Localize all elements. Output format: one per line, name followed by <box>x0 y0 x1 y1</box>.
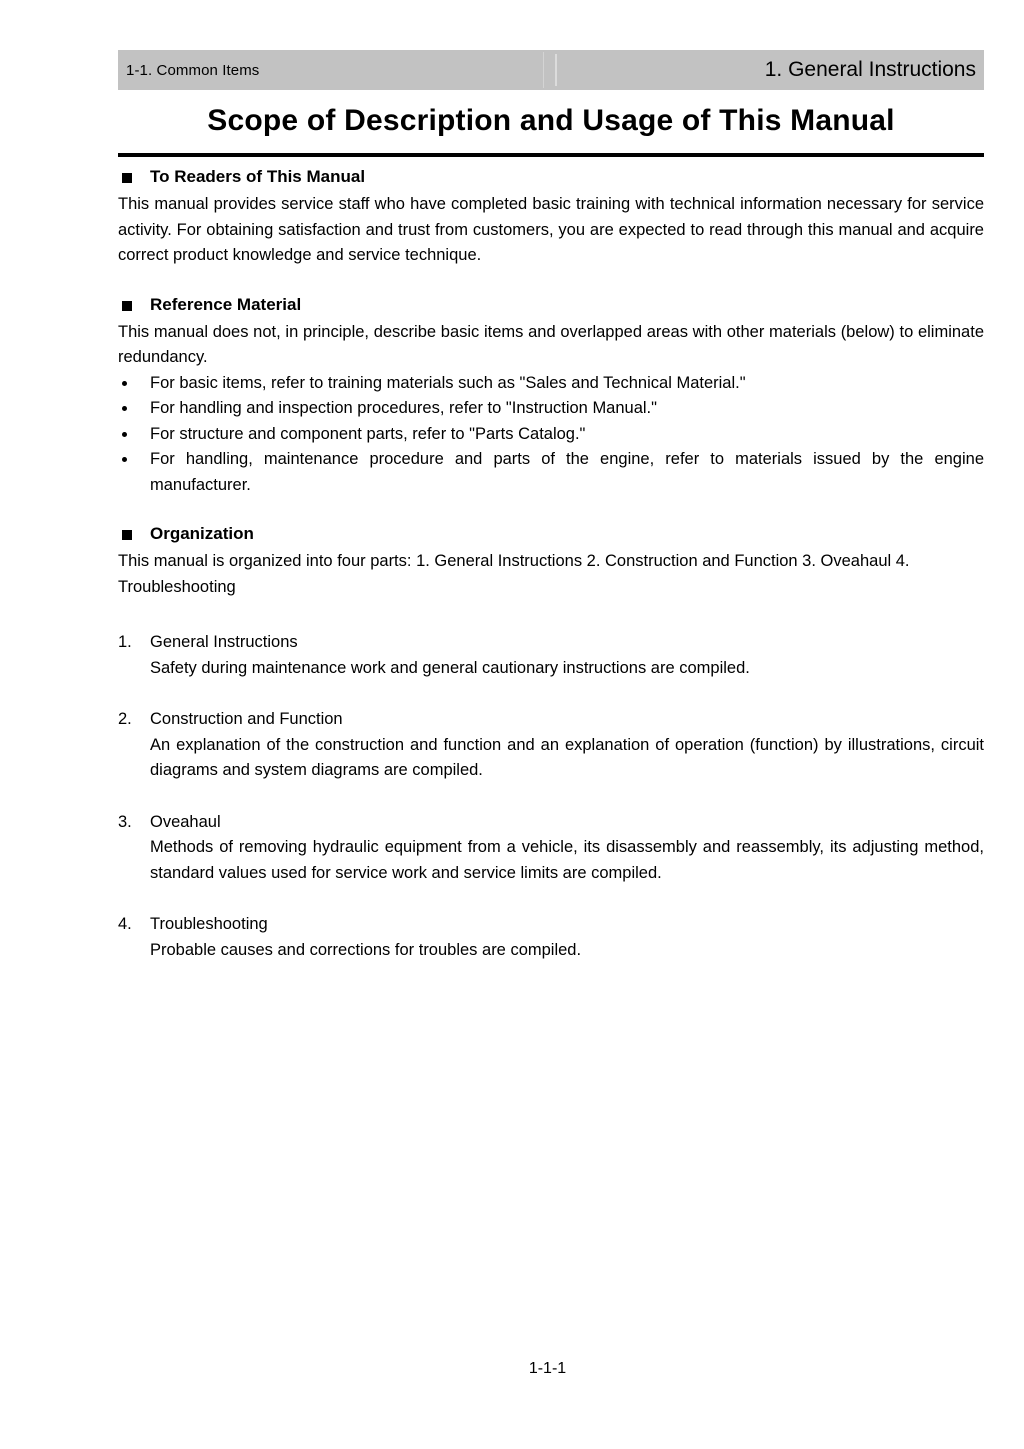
page-title: Scope of Description and Usage of This Manual <box>207 104 895 137</box>
dot-bullet-icon <box>122 406 127 411</box>
section-paragraph: This manual provides service staff who have completed basic training with technical information necessary for service activity. For obtaining satisfaction and trust from customers, you are expected to read through this manual and acquire correct product knowledge and service technique. <box>118 195 984 264</box>
dot-bullet-icon <box>122 457 127 462</box>
title-underline-rule <box>118 153 984 157</box>
list-item-body: Probable causes and corrections for troubles are compiled. <box>150 940 582 959</box>
list-item-label: For basic items, refer to training materials such as "Sales and Technical Material." <box>150 373 746 392</box>
list-item-title: Troubleshooting <box>150 915 268 933</box>
list-item-number: 1. <box>118 633 132 651</box>
list-item-title: Construction and Function <box>150 710 343 728</box>
header-section-label: 1-1. Common Items <box>126 61 260 79</box>
section-paragraph: This manual is organized into four parts: 1. General Instructions 2. Construction and Function 3. Oveahaul 4. Troubleshooting <box>118 552 910 596</box>
square-bullet-icon <box>122 173 132 183</box>
header-divider-secondary-icon <box>555 54 557 86</box>
document-body <box>118 165 984 963</box>
section-reference-material <box>118 293 984 499</box>
spacer <box>118 498 984 522</box>
list-item-number: 4. <box>118 915 132 933</box>
list-item-number: 2. <box>118 710 132 728</box>
list-item <box>118 422 984 448</box>
square-bullet-icon <box>122 301 132 311</box>
section-heading-label: Organization <box>150 524 254 543</box>
list-item <box>118 447 984 498</box>
list-item <box>118 707 984 784</box>
page-number: 1-1-1 <box>528 1360 567 1377</box>
list-item-label: For structure and component parts, refer to "Parts Catalog." <box>150 424 586 443</box>
header-chapter-label: 1. General Instructions <box>764 58 976 81</box>
list-item-number: 3. <box>118 812 132 831</box>
list-item-body: Methods of removing hydraulic equipment from a vehicle, its disassembly and reassembly, its adjusting method, standard values used for service work and service limits are compiled. <box>150 838 984 882</box>
section-paragraph: This manual does not, in principle, describe basic items and overlapped areas with other materials (below) to eliminate redundancy. <box>118 322 984 366</box>
dot-bullet-icon <box>122 432 127 437</box>
reference-material-list <box>118 371 984 499</box>
list-item-label: For handling, maintenance procedure and parts of the engine, refer to materials issued by the engine manufacturer. <box>150 450 984 494</box>
spacer <box>118 269 984 293</box>
list-item-label: For handling and inspection procedures, refer to "Instruction Manual." <box>150 399 657 417</box>
list-item-body: An explanation of the construction and function and an explanation of operation (function) by illustrations, circuit diagrams and system diagrams are compiled. <box>150 735 984 779</box>
list-item-title: General Instructions <box>150 633 298 651</box>
section-heading-label: To Readers of This Manual <box>150 167 366 186</box>
section-to-readers <box>118 165 984 269</box>
list-item-title: Oveahaul <box>150 812 221 831</box>
section-heading <box>118 165 984 189</box>
section-heading-label: Reference Material <box>150 294 302 314</box>
header-divider-icon <box>543 52 544 88</box>
list-item <box>118 371 984 397</box>
dot-bullet-icon <box>122 381 127 386</box>
list-item <box>118 630 984 681</box>
section-organization <box>118 522 984 963</box>
list-item <box>118 810 984 887</box>
spacer <box>118 600 984 630</box>
list-item-body: Safety during maintenance work and general cautionary instructions are compiled. <box>150 658 750 677</box>
list-item <box>118 912 984 963</box>
square-bullet-icon <box>122 530 132 540</box>
list-item <box>118 396 984 422</box>
section-heading <box>118 293 984 317</box>
running-header <box>118 50 984 90</box>
organization-parts-list <box>118 630 984 963</box>
section-heading <box>118 522 984 546</box>
